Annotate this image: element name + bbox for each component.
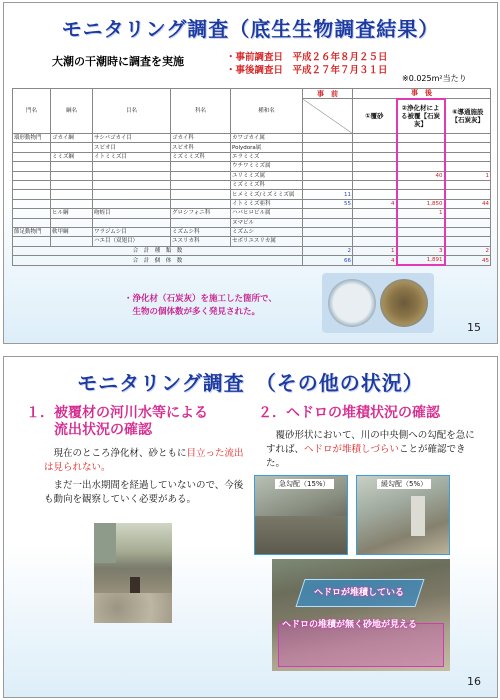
cell-pre — [303, 237, 353, 246]
total-types-pre: 2 — [303, 246, 353, 255]
body-text: 覆砂形状において、川の中央側への勾配を急にすれば、 — [266, 430, 475, 455]
cell-purify — [397, 190, 445, 199]
cell-pre — [303, 180, 353, 189]
caption — [124, 293, 277, 319]
cell-order: スピオ目 — [93, 143, 171, 152]
body-sludge — [266, 429, 484, 471]
cell-purify — [397, 227, 445, 236]
cell-family: ミズムシ科 — [171, 227, 231, 236]
cell-family: スピオ科 — [171, 143, 231, 152]
cell-purify: 1 — [397, 209, 445, 218]
subtitle: 大潮の干潮時に調査を実施 — [52, 55, 184, 68]
body-highlight: ヘドロが堆積しづらい — [304, 444, 400, 455]
cell-class — [51, 171, 93, 180]
table-row — [13, 190, 491, 199]
cell-order: ワラジムシ目 — [93, 227, 171, 236]
page-number: 15 — [467, 321, 481, 334]
cell-purify — [397, 143, 445, 152]
sludge-comparison-photo — [272, 559, 450, 671]
petri-dish-clean — [328, 279, 376, 327]
cell-order — [93, 171, 171, 180]
slide-title: モニタリング調査（底生生物調査結果） — [61, 17, 440, 41]
cell-purify: 1,850 — [397, 199, 445, 208]
cell-class — [51, 237, 93, 246]
cell-conduit — [445, 134, 491, 143]
cell-phylum — [13, 180, 51, 189]
table-row — [13, 162, 491, 171]
cell-conduit — [445, 143, 491, 152]
cell-phylum: 節足動物門 — [13, 227, 51, 236]
cell-order: 吻蛭目 — [93, 209, 171, 218]
cell-purify — [397, 162, 445, 171]
total-count-purify: 1,891 — [397, 256, 445, 266]
header-sand: ①覆砂 — [353, 99, 397, 134]
cell-order: サシバゴカイ目 — [93, 134, 171, 143]
cell-species: ヌマビル — [231, 218, 303, 227]
heading-sludge: ２．ヘドロの堆積状況の確認 — [258, 405, 440, 421]
steep-slope-photo — [254, 475, 348, 555]
cell-pre — [303, 227, 353, 236]
total-types-purify: 3 — [397, 246, 445, 255]
cell-conduit — [445, 152, 491, 161]
cell-conduit — [445, 162, 491, 171]
body-outflow — [44, 447, 244, 475]
cell-phylum: 環形動物門 — [13, 134, 51, 143]
cell-family: ユスリカ科 — [171, 237, 231, 246]
caption-line: ・浄化材（石炭灰）を施工した箇所で、 — [124, 294, 277, 304]
cell-species: カワゴカイ属 — [231, 134, 303, 143]
cell-conduit — [445, 218, 491, 227]
wall-shape — [94, 523, 116, 563]
table-row — [13, 199, 491, 208]
header-family: 科名 — [171, 89, 231, 134]
sludge-deposit-label: ヘドロが堆積している — [314, 588, 405, 598]
cell-species: イトミミズ亜科 — [231, 199, 303, 208]
gentle-slope-photo — [356, 475, 450, 555]
header-pre-group: 事 前 — [303, 89, 353, 99]
cell-pre — [303, 209, 353, 218]
cell-class — [51, 180, 93, 189]
cell-pre — [303, 171, 353, 180]
cell-pre — [303, 143, 353, 152]
slide-16 — [3, 356, 498, 698]
cell-conduit: 1 — [445, 171, 491, 180]
cell-sand — [353, 209, 397, 218]
table-row — [13, 152, 491, 161]
cell-purify — [397, 237, 445, 246]
gravel-shape — [94, 593, 172, 623]
body-outflow-note: まだ一出水期間を経過していないので、今後も動向を観察していく必要がある。 — [44, 480, 244, 505]
cell-family — [171, 199, 231, 208]
cell-pre — [303, 152, 353, 161]
gentle-label: 緩勾配（5%） — [377, 479, 431, 489]
cell-species: Polydora属 — [231, 143, 303, 152]
table-row — [13, 143, 491, 152]
cell-family — [171, 190, 231, 199]
slide-title: モニタリング調査 （その他の状況） — [77, 371, 424, 395]
cell-order: ハエ目（双翅目） — [93, 237, 171, 246]
table-row — [13, 209, 491, 218]
cell-sand — [353, 152, 397, 161]
cell-species: ユリミミズ属 — [231, 171, 303, 180]
table-row — [13, 237, 491, 246]
cell-species: ミズムシ — [231, 227, 303, 236]
cell-family: グロシフォニ科 — [171, 209, 231, 218]
cell-sand — [353, 134, 397, 143]
cell-class: 軟甲綱 — [51, 227, 93, 236]
cell-phylum — [13, 143, 51, 152]
total-count-label: 合 計 個 体 数 — [13, 256, 303, 266]
total-types-label: 合 計 種 類 数 — [13, 246, 303, 255]
cell-species: ウチワミミズ属 — [231, 162, 303, 171]
header-order: 目名 — [93, 89, 171, 134]
header-pre-blank — [303, 99, 353, 134]
cell-phylum — [13, 237, 51, 246]
total-types-sand: 1 — [353, 246, 397, 255]
caption-line: 生物の個体数が多く発見された。 — [124, 307, 261, 317]
cell-sand: 4 — [353, 199, 397, 208]
cell-family — [171, 180, 231, 189]
cell-sand — [353, 162, 397, 171]
sand-visible-label: ヘドロの堆積が無く砂地が見える — [282, 620, 418, 630]
header-post-group: 事 後 — [353, 89, 491, 99]
cell-phylum — [13, 190, 51, 199]
pre-survey-date: ・事前調査日 平成２６年８月２５日 — [226, 52, 388, 63]
cell-order — [93, 218, 171, 227]
person-shape — [411, 496, 425, 536]
cell-phylum — [13, 152, 51, 161]
cell-family — [171, 162, 231, 171]
cell-family: ゴカイ科 — [171, 134, 231, 143]
header-conduit: ⑥導通施設【石炭灰】 — [445, 99, 491, 134]
heading-line: １．被覆材の河川水等による — [26, 405, 208, 421]
riverbed-photo — [94, 523, 172, 623]
cell-phylum — [13, 171, 51, 180]
cell-class — [51, 190, 93, 199]
cell-purify — [397, 134, 445, 143]
body-text: ことが確認できた。 — [266, 444, 466, 469]
cell-pre: 11 — [303, 190, 353, 199]
cell-class — [51, 143, 93, 152]
cell-class: ゴカイ綱 — [51, 134, 93, 143]
table-row — [13, 171, 491, 180]
cell-order — [93, 190, 171, 199]
total-count-pre: 66 — [303, 256, 353, 266]
header-species: 種和名 — [231, 89, 303, 134]
total-types-conduit: 2 — [445, 246, 491, 255]
cell-conduit — [445, 227, 491, 236]
cell-order — [93, 162, 171, 171]
cell-class: ミミズ綱 — [51, 152, 93, 161]
cell-conduit — [445, 209, 491, 218]
unit-note: ※0.025m²当たり — [402, 74, 467, 83]
petri-dish-photo — [322, 273, 434, 333]
cell-pre: 55 — [303, 199, 353, 208]
cell-species: セボリユスリカ属 — [231, 237, 303, 246]
cell-sand — [353, 143, 397, 152]
cell-sand — [353, 171, 397, 180]
cell-family: ミズミミズ科 — [171, 152, 231, 161]
cell-sand — [353, 227, 397, 236]
cell-purify — [397, 218, 445, 227]
cell-purify — [397, 152, 445, 161]
petri-dish-sample — [380, 279, 428, 327]
heading-outflow — [26, 405, 208, 439]
cell-order: イトミミズ目 — [93, 152, 171, 161]
heading-line: 流出状況の確認 — [26, 422, 152, 438]
cell-sand — [353, 218, 397, 227]
total-count-sand: 4 — [353, 256, 397, 266]
header-class: 綱名 — [51, 89, 93, 134]
cell-phylum — [13, 199, 51, 208]
cell-class — [51, 162, 93, 171]
header-phylum: 門名 — [13, 89, 51, 134]
cell-pre — [303, 218, 353, 227]
benthos-table — [12, 88, 491, 266]
cell-species: エラミミズ — [231, 152, 303, 161]
cell-species: ハバヒロビル属 — [231, 209, 303, 218]
post-survey-date: ・事後調査日 平成２７年７月３１日 — [226, 65, 388, 76]
cell-phylum — [13, 218, 51, 227]
cell-species: ヒメミミズ/ミズミミズ属 — [231, 190, 303, 199]
cell-conduit: 44 — [445, 199, 491, 208]
cell-species: ミズミミズ科 — [231, 180, 303, 189]
cell-class: ヒル綱 — [51, 209, 93, 218]
table-row — [13, 218, 491, 227]
cell-class — [51, 199, 93, 208]
table-row — [13, 180, 491, 189]
sludge-shape — [255, 516, 347, 554]
cell-conduit — [445, 180, 491, 189]
total-count-conduit: 45 — [445, 256, 491, 266]
cell-conduit — [445, 237, 491, 246]
slide-15 — [3, 2, 498, 344]
cell-family — [171, 218, 231, 227]
cell-phylum — [13, 209, 51, 218]
cell-purify: 40 — [397, 171, 445, 180]
header-purify: ②浄化材による被覆【石炭灰】 — [397, 99, 445, 134]
cell-pre — [303, 134, 353, 143]
body-text: 現在のところ浄化材、砂ともに — [44, 448, 187, 459]
table-row — [13, 227, 491, 236]
cell-order — [93, 199, 171, 208]
cell-purify — [397, 180, 445, 189]
cell-phylum — [13, 162, 51, 171]
cell-sand — [353, 237, 397, 246]
cell-sand — [353, 190, 397, 199]
cell-conduit — [445, 190, 491, 199]
cell-order — [93, 180, 171, 189]
cell-pre — [303, 162, 353, 171]
cell-class — [51, 218, 93, 227]
cell-family — [171, 171, 231, 180]
cell-sand — [353, 180, 397, 189]
table-row — [13, 134, 491, 143]
page-number: 16 — [467, 675, 481, 688]
body-highlight: 目立った流出は見られない。 — [44, 448, 244, 473]
steep-label: 急勾配（15%） — [275, 479, 334, 489]
